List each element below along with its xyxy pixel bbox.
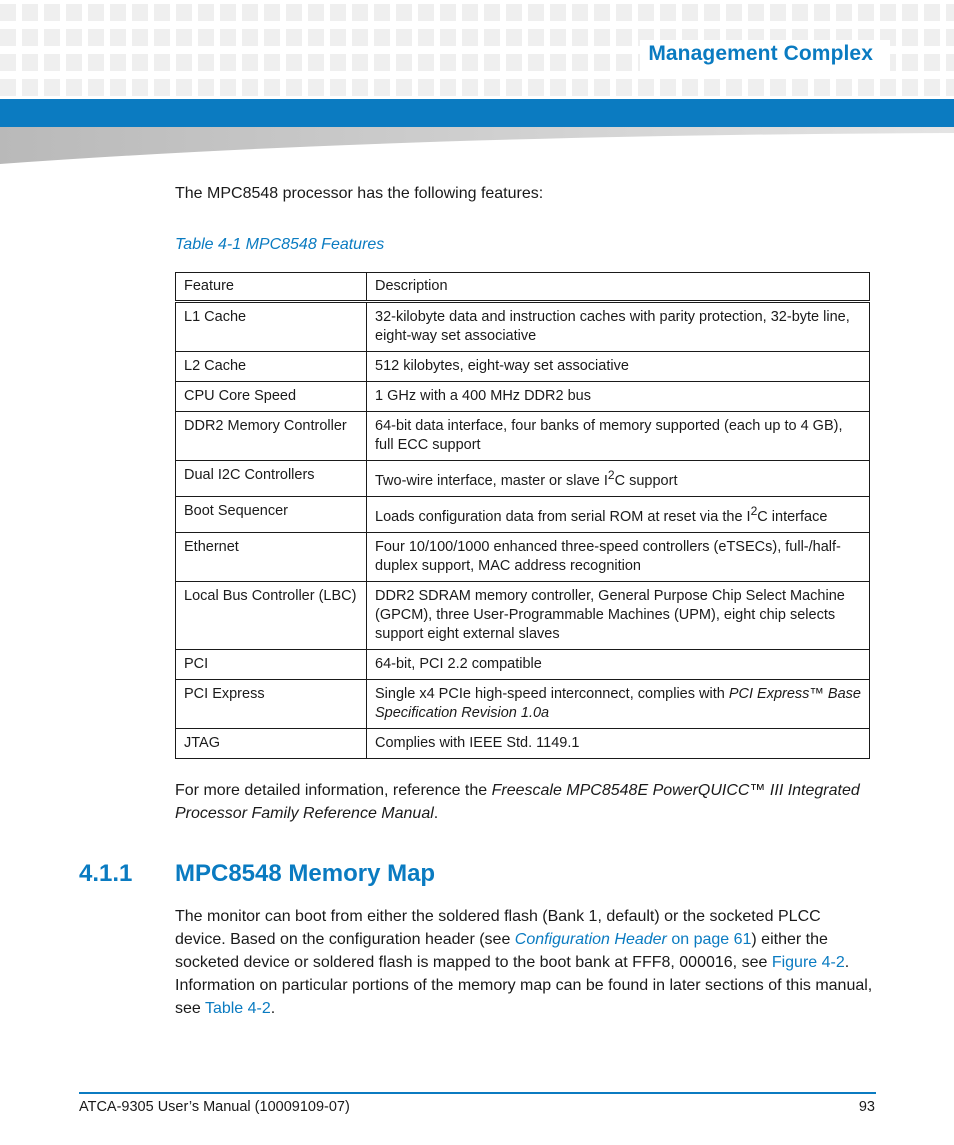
description-cell: Complies with IEEE Std. 1149.1 [367,728,870,758]
description-cell [367,496,870,532]
table-row [176,496,870,532]
page-number: 93 [858,1099,875,1115]
link-text: on page 61 [666,931,752,948]
table-header-feature: Feature [176,273,367,302]
features-table [175,272,870,759]
footer-manual-title: ATCA-9305 User’s Manual (10009109-07) [79,1099,350,1115]
feature-cell: CPU Core Speed [176,382,367,412]
feature-cell: DDR2 Memory Controller [176,412,367,461]
link-text: Configuration Header [514,931,667,948]
table-row [176,728,870,758]
feature-cell: PCI Express [176,679,367,728]
description-cell: 32-kilobyte data and instruction caches with parity protection, 32-byte line, eight-way set associative [367,302,870,352]
figure-4-2-link[interactable]: Figure 4-2 [771,954,845,971]
configuration-header-link[interactable] [515,931,752,948]
paragraph-text: The monitor can boot from either the soldered flash (Bank 1, default) or the socketed PLCC device. Based on the configuration header (see [175,908,821,948]
intro-text: The MPC8548 processor has the following features: [175,185,544,202]
description-cell: 1 GHz with a 400 MHz DDR2 bus [367,382,870,412]
feature-cell: Boot Sequencer [176,496,367,532]
table-row [176,649,870,679]
description-cell: 64-bit data interface, four banks of memory supported (each up to 4 GB), full ECC support [367,412,870,461]
description-cell: DDR2 SDRAM memory controller, General Purpose Chip Select Machine (GPCM), three User-Programmable Machines (UPM), eight chip selects support eight external slaves [367,581,870,649]
table-row [176,382,870,412]
description-cell [367,679,870,728]
table-4-2-link[interactable]: Table 4-2 [204,1000,271,1017]
description-text: C support [614,472,678,489]
paragraph-text: . Information on particular portions of the memory map can be found in later sections of this manual, see [175,954,873,1017]
table-row [176,581,870,649]
header-gray-swoosh [0,127,954,164]
feature-cell: Ethernet [176,532,367,581]
reference-paragraph [175,779,875,825]
description-cell: Four 10/100/1000 enhanced three-speed controllers (eTSECs), full-/half-duplex support, MAC address recognition [367,532,870,581]
description-cell: 512 kilobytes, eight-way set associative [367,352,870,382]
description-text: C interface [757,508,828,525]
description-text: Single x4 PCIe high-speed interconnect, complies with [375,685,729,702]
chapter-title: Management Complex [648,42,873,65]
feature-cell: Dual I2C Controllers [176,461,367,497]
table-row [176,532,870,581]
paragraph-text: . [270,1000,276,1017]
table-row [176,302,870,352]
table-row [176,412,870,461]
description-text: Two-wire interface, master or slave I [375,472,608,489]
description-cell [367,461,870,497]
section-title: MPC8548 Memory Map [175,860,436,887]
description-text: Loads configuration data from serial ROM at reset via the I [375,508,751,525]
table-header-row [176,273,870,302]
description-cell: 64-bit, PCI 2.2 compatible [367,649,870,679]
feature-cell: L1 Cache [176,302,367,352]
header-blue-bar [0,99,954,127]
table-row [176,461,870,497]
feature-cell: L2 Cache [176,352,367,382]
table-header-description: Description [367,273,870,302]
superscript: 2 [607,468,615,482]
spec-title: PCI Express™ Base Specification Revision 1.0a [375,685,861,721]
superscript: 2 [750,503,758,518]
paragraph-text: ) either the socketed device or soldered flash is mapped to the boot bank at FFF8, 000016, see [175,931,828,971]
section-number: 4.1.1 [79,860,133,887]
table-row [176,352,870,382]
table-row [176,679,870,728]
memory-map-paragraph [175,905,875,1020]
feature-cell: PCI [176,649,367,679]
footer-rule [79,1092,876,1094]
table-caption: Table 4-1 MPC8548 Features [175,236,385,253]
manual-title: Freescale MPC8548E PowerQUICC™ III Integrated Processor Family Reference Manual [175,782,860,822]
feature-cell: JTAG [176,728,367,758]
paragraph-text: For more detailed information, reference the [175,782,492,799]
feature-cell: Local Bus Controller (LBC) [176,581,367,649]
paragraph-text: . [433,805,439,822]
